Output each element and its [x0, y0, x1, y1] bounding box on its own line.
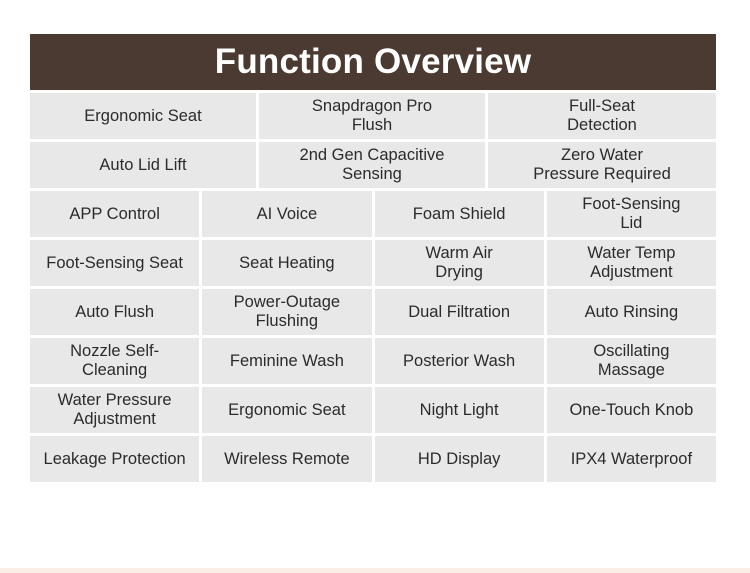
feature-cell: AI Voice: [202, 191, 371, 237]
feature-row: [30, 240, 716, 286]
feature-row: [30, 436, 716, 482]
feature-grid: [30, 93, 716, 485]
feature-cell: Ergonomic Seat: [202, 387, 371, 433]
feature-row: [30, 142, 716, 188]
feature-cell: Nozzle Self- Cleaning: [30, 338, 199, 384]
feature-cell: Snapdragon Pro Flush: [259, 93, 485, 139]
feature-cell: APP Control: [30, 191, 199, 237]
page-title: Function Overview: [30, 34, 716, 90]
feature-row: [30, 338, 716, 384]
feature-row: [30, 387, 716, 433]
feature-cell: Full-Seat Detection: [488, 93, 716, 139]
feature-row: [30, 191, 716, 237]
feature-cell: Power-Outage Flushing: [202, 289, 371, 335]
feature-cell: Auto Lid Lift: [30, 142, 256, 188]
feature-cell: Feminine Wash: [202, 338, 371, 384]
feature-cell: Foam Shield: [375, 191, 544, 237]
feature-cell: Seat Heating: [202, 240, 371, 286]
feature-cell: 2nd Gen Capacitive Sensing: [259, 142, 485, 188]
feature-cell: Ergonomic Seat: [30, 93, 256, 139]
feature-cell: Foot-Sensing Lid: [547, 191, 716, 237]
feature-cell: Water Pressure Adjustment: [30, 387, 199, 433]
feature-cell: Night Light: [375, 387, 544, 433]
feature-cell: Foot-Sensing Seat: [30, 240, 199, 286]
feature-cell: Water Temp Adjustment: [547, 240, 716, 286]
feature-cell: Zero Water Pressure Required: [488, 142, 716, 188]
feature-cell: Auto Flush: [30, 289, 199, 335]
feature-cell: One-Touch Knob: [547, 387, 716, 433]
feature-cell: Dual Filtration: [375, 289, 544, 335]
footer-strip: [0, 568, 750, 573]
feature-cell: IPX4 Waterproof: [547, 436, 716, 482]
feature-cell: Leakage Protection: [30, 436, 199, 482]
feature-row: [30, 93, 716, 139]
feature-cell: Warm Air Drying: [375, 240, 544, 286]
feature-cell: Oscillating Massage: [547, 338, 716, 384]
feature-row: [30, 289, 716, 335]
feature-cell: Auto Rinsing: [547, 289, 716, 335]
feature-cell: Wireless Remote: [202, 436, 371, 482]
feature-cell: HD Display: [375, 436, 544, 482]
feature-cell: Posterior Wash: [375, 338, 544, 384]
